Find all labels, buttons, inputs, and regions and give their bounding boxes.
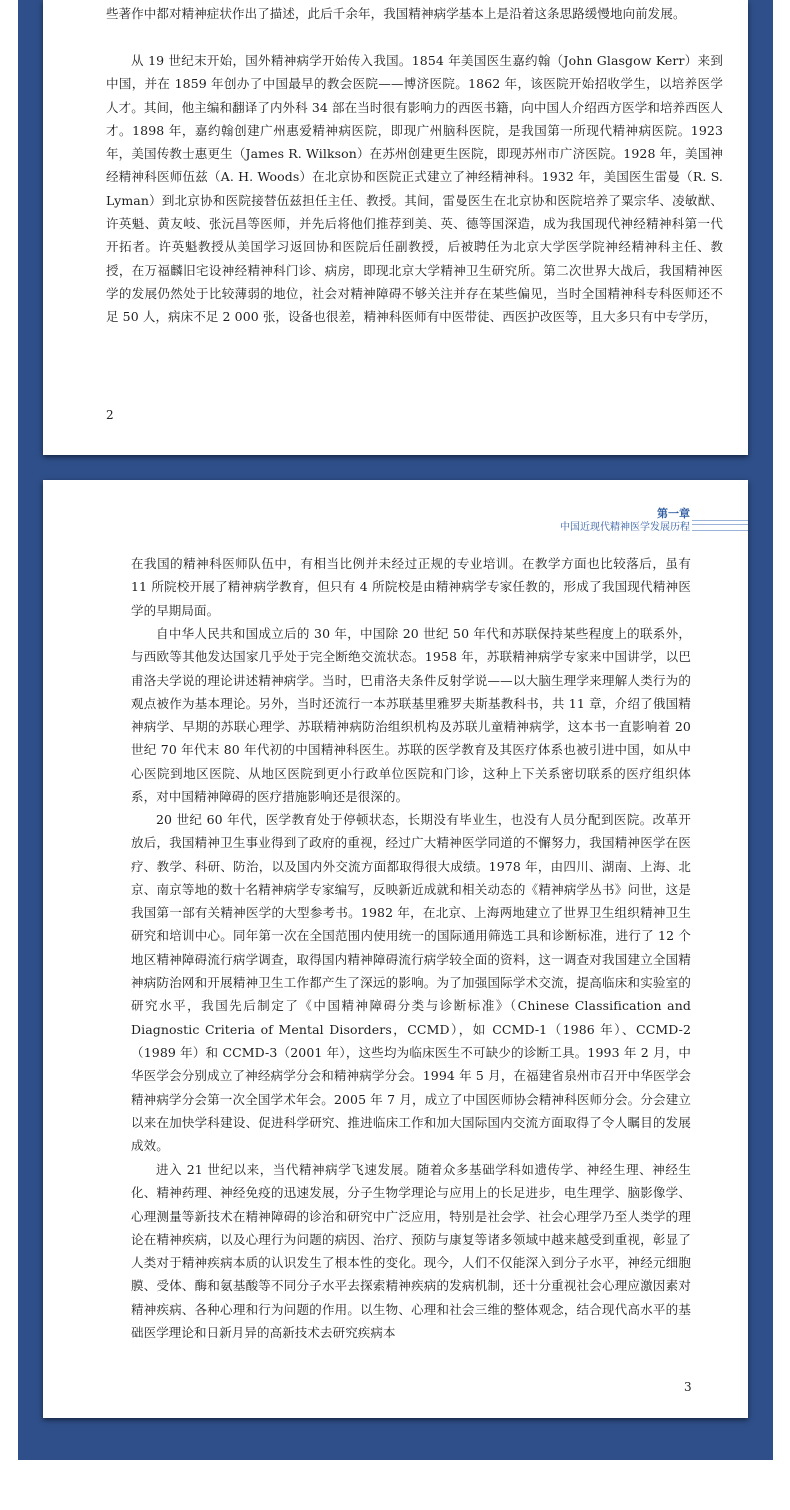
page-number: 2 <box>106 408 114 422</box>
paragraph: 自中华人民共和国成立后的 30 年，中国除 20 世纪 50 年代和苏联保持某些程度上的联系外，与西欧等其他发达国家几乎处于完全断绝交流状态。1958 年，苏联精神病学专家来中国讲学，以巴甫洛夫学说的理论讲述精神病学。当时，巴甫洛夫条件反射学说——以大脑生理学来理解人类行为的观点被作为基本理论。另外，当时还流行一本苏联基里雅罗夫斯基教科书，共 11 章，介绍了俄国精神病学、早期的苏联心理学、苏联精神病防治组织机构及苏联儿童精神病学，这本书一直影响着 20 世纪 70 年代末 80 年代初的中国精神科医生。苏联的医学教育及其医疗体系也被引进中国，如从中心医院到地区医院、从地区医院到更小行政单位医院和门诊，这种上下关系密切联系的医疗组织体系，对中国精神障碍的医疗措施影响还是很深的。 <box>131 626 691 805</box>
paragraph: 进入 21 世纪以来，当代精神病学飞速发展。随着众多基础学科如遗传学、神经生理、神经生化、精神药理、神经免疫的迅速发展，分子生物学理论与应用上的长足进步，电生理学、脑影像学、心理测量等新技术在精神障碍的诊治和研究中广泛应用，特别是社会学、社会心理学乃至人类学的理论在精神疾病，以及心理行为问题的病因、治疗、预防与康复等诸多领域中越来越受到重视，彰显了人类对于精神疾病本质的认识发生了根本性的变化。现今，人们不仅能深入到分子水平，神经元细胞膜、受体、酶和氨基酸等不同分子水平去探索精神疾病的发病机制，还十分重视社会心理应激因素对精神疾病、各种心理和行为问题的作用。以生物、心理和社会三维的整体观念，结合现代高水平的基础医学理论和日新月异的高新技术去研究疾病本 <box>131 1162 691 1341</box>
chapter-label: 第一章 <box>657 507 690 520</box>
paragraph: 20 世纪 60 年代，医学教育处于停顿状态，长期没有毕业生，也没有人员分配到医院。改革开放后，我国精神卫生事业得到了政府的重视，经过广大精神医学同道的不懈努力，我国精神医学在医疗、教学、科研、防治，以及国内外交流方面都取得很大成绩。1978 年，由四川、湖南、上海、北京、南京等地的数十名精神病学专家编写，反映新近成就和相关动态的《精神病学丛书》问世，这是我国第一部有关精神医学的大型参考书。1982 年，在北京、上海两地建立了世界卫生组织精神卫生研究和培训中心。同年第一次在全国范围内使用统一的国际通用筛选工具和诊断标准，进行了 12 个地区精神障碍流行病学调查，取得国内精神障碍流行病学较全面的资料，这一调查对我国建立全国精神病防治网和开展精神卫生工作都产生了深远的影响。为了加强国际学术交流，提高临床和实验室的研究水平，我国先后制定了《中国精神障碍分类与诊断标准》（Chinese Classification and Diagnostic Criteria of Mental Disorders，CCMD），如 CCMD-1（1986 年）、CCMD-2（1989 年）和 CCMD-3（2001 年），这些均为临床医生不可缺少的诊断工具。1993 年 2 月，中华医学会分别成立了神经病学分会和精神病学分会。1994 年 5 月，在福建省泉州市召开中华医学会精神病学分会第一次全国学术年会。2005 年 7 月，成立了中国医师协会精神科医师分会。分会建立以来在加快学科建设、促进科学研究、推进临床工作和加大国际国内交流方面取得了令人瞩目的发展成效。 <box>131 812 691 1154</box>
page-left <box>43 0 748 455</box>
page-number: 3 <box>684 1380 692 1394</box>
chapter-title: 中国近现代精神医学发展历程 <box>560 522 690 533</box>
chapter-header <box>548 505 748 535</box>
paragraph: 些著作中都对精神症状作出了描述，此后千余年，我国精神病学基本上是沿着这条思路缓慢地向前发展。 <box>106 6 686 21</box>
paragraph: 从 19 世纪末开始，国外精神病学开始传入我国。1854 年美国医生嘉约翰（John Glasgow Kerr）来到中国，并在 1859 年创办了中国最早的教会医院——博济医院。1862 年，该医院开始招收学生，以培养医学人才。其间，他主编和翻译了内外科 34 部在当时很有影响力的西医书籍，向中国人介绍西方医学和培养西医人才。1898 年，嘉约翰创建广州惠爱精神病医院，即现广州脑科医院，是我国第一所现代精神病医院。1923 年，美国传教士惠更生（James R. Wilkson）在苏州创建更生医院，即现苏州市广济医院。1928 年，美国神经精神科医师伍兹（A. H. Woods）在北京协和医院正式建立了神经精神科。1932 年，美国医生雷曼（R. S. Lyman）到北京协和医院接替伍兹担任主任、教授。其间，雷曼医生在北京协和医院培养了粟宗华、凌敏猷、许英魁、黄友岐、张沅昌等医师，并先后将他们推荐到美、英、德等国深造，成为我国现代神经精神科第一代开拓者。许英魁教授从美国学习返回协和医院后任副教授，后被聘任为北京大学医学院神经精神科主任、教授，在万福麟旧宅设神经精神科门诊、病房，即现北京大学精神卫生研究所。第二次世界大战后，我国精神医学的发展仍然处于比较薄弱的地位，社会对精神障碍不够关注并存在某些偏见，当时全国精神科专科医师还不足 50 人，病床不足 2 000 张，设备也很差，精神科医师有中医带徒、西医护改医等，且大多只有中专学历， <box>106 53 723 325</box>
paragraph: 在我国的精神科医师队伍中，有相当比例并未经过正规的专业培训。在教学方面也比较落后，虽有 11 所院校开展了精神病学教育，但只有 4 所院校是由精神病学专家任教的，形成了我国现代精神医学的早期局面。 <box>131 556 691 618</box>
page-right <box>43 480 748 1418</box>
header-rule-lines <box>692 520 748 531</box>
